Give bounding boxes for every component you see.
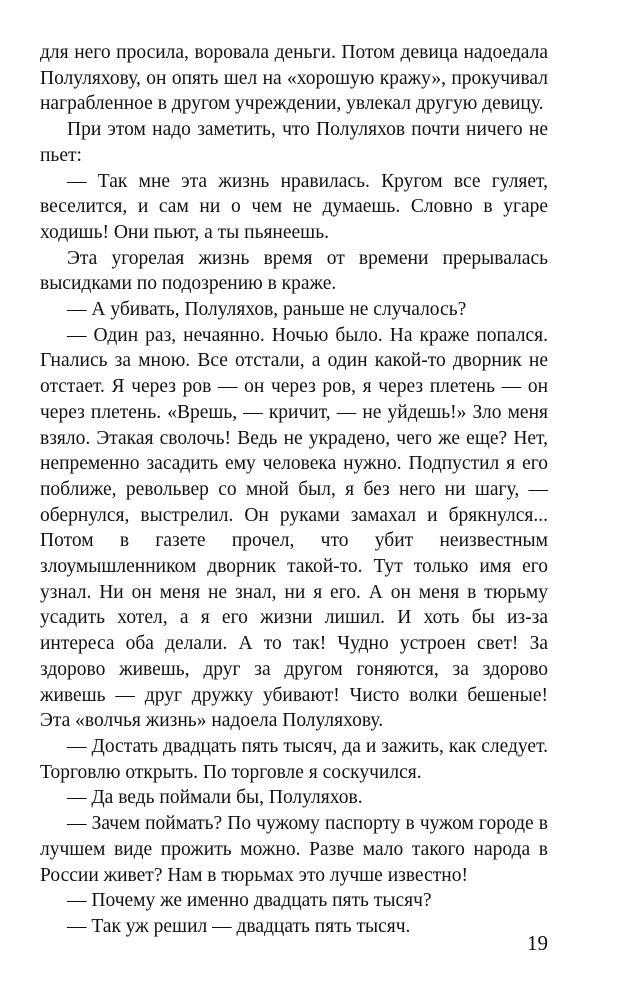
paragraph: — Так мне эта жизнь нравилась. Кругом все гуляет, веселится, и сам ни о чем не думаешь. Словно в угаре ходишь! Они пьют, а ты пьянеешь. bbox=[40, 170, 548, 243]
paragraph: При этом надо заметить, что Полуляхов почти ничего не пьет: bbox=[40, 119, 548, 166]
paragraph: Эта угорелая жизнь время от времени прерывалась высидками по подозрению в краже. bbox=[40, 247, 548, 295]
paragraph: для него просила, воровала деньги. Потом девица надоедала Полуляхову, он опять шел на «хорошую кражу», прокучивал награбленное в другом учреждении, увлекал другую девицу. bbox=[40, 42, 548, 115]
paragraph: — Так уж решил — двадцать пять тысяч. bbox=[67, 915, 411, 937]
paragraph: — Один раз, нечаянно. Ночью было. На краже попался. Гнались за мною. Все отстали, а один какой-то дворник не отстает. Я через ров — он через ров, я через плетень — он через плетень. «Врешь, — кричит, — не уйдешь!» Зло меня взяло. Этакая сволочь! Ведь не украдено, чего же еще? Нет, непременно засадить ему человека нужно. Подпустил я его поближе, револьвер со мной был, я без него ни шагу, — обернулся, выстрелил. Он руками замахал и брякнулся... Потом в газете прочел, что убит неизвестным злоумышленником дворник такой-то. Тут только имя его узнал. Ни он меня не знал, ни я его. А он меня в тюрьму усадить хотел, а я его жизни лишил. И хоть бы из-за интереса оба делали. А то так! Чудно устроен свет! За здорово живешь, друг за другом гоняются, за здорово живешь — друг дружку убивают! Чисто волки бешеные! Эта «волчья жизнь» надоела Полуляхову. bbox=[40, 324, 548, 732]
paragraph: — А убивать, Полуляхов, раньше не случалось? bbox=[67, 299, 467, 321]
page-text bbox=[40, 40, 548, 940]
paragraph: — Зачем поймать? По чужому паспорту в чужом городе в лучшем виде прожить можно. Разве мало такого народа в России живет? Нам в тюрьмах это лучше известно! bbox=[40, 813, 548, 886]
paragraph: — Почему же именно двадцать пять тысяч? bbox=[67, 890, 432, 912]
paragraph: — Достать двадцать пять тысяч, да и зажить, как следует. Торговлю открыть. По торговле я соскучился. bbox=[40, 735, 548, 783]
paragraph: — Да ведь поймали бы, Полуляхов. bbox=[67, 787, 363, 809]
page-number: 19 bbox=[527, 931, 548, 955]
